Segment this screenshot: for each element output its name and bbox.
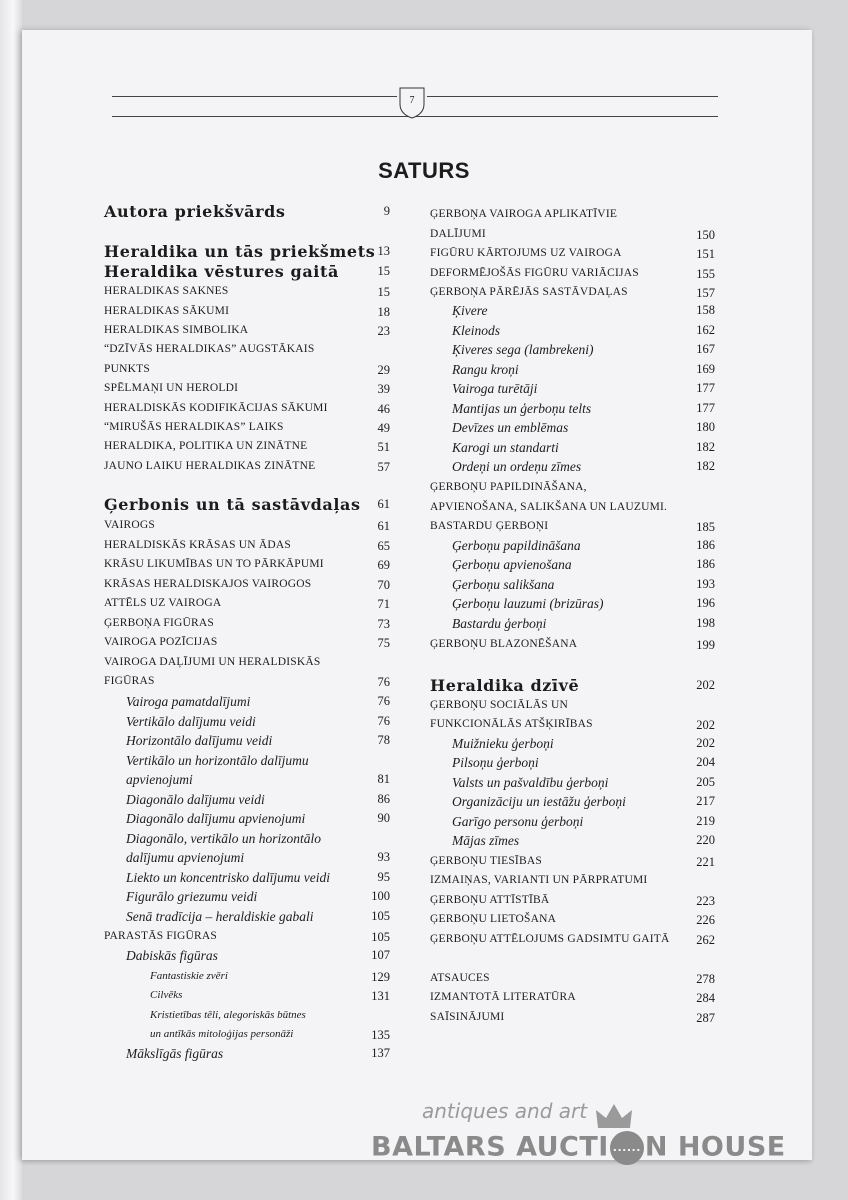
toc-entry-title: DALĪJUMI [430, 228, 486, 240]
page-title: SATURS [378, 158, 470, 183]
toc-entry-page: 226 [696, 913, 715, 927]
toc-entry-page: 196 [696, 596, 715, 610]
toc-entry-title: ATSAUCES [430, 972, 490, 984]
page-number: 7 [409, 95, 415, 106]
toc-entry-page: 73 [377, 617, 390, 631]
toc-entry-title: Rangu kroņi [452, 362, 519, 377]
toc-entry-page: 13 [377, 244, 390, 258]
toc-entry-page: 158 [696, 303, 715, 317]
watermark-brand-end: N HOUSE [644, 1131, 786, 1163]
toc-entry [452, 616, 715, 636]
toc-entry-title: HERALDISKĀS KODIFIKĀCIJAS SĀKUMI [104, 402, 328, 414]
toc-entry [150, 970, 390, 990]
toc-entry [430, 913, 715, 933]
toc-entry [430, 894, 715, 914]
section-heading: Autora priekšvārds [104, 202, 286, 221]
toc-entry-page: 220 [696, 833, 715, 847]
watermark-tagline: antiques and art [422, 1099, 588, 1123]
section-heading: Heraldika dzīvē [430, 676, 580, 695]
toc-entry [126, 948, 390, 968]
watermark-brand [371, 1131, 786, 1165]
toc-entry-title: Kristietības tēli, alegoriskās būtnes [150, 1009, 306, 1021]
toc-entry [104, 382, 390, 402]
toc-entry [104, 421, 390, 441]
toc-entry-title: HERALDIKA, POLITIKA UN ZINĀTNE [104, 440, 308, 452]
crown-icon [594, 1102, 634, 1132]
toc-entry-page: 105 [371, 909, 390, 923]
toc-entry [104, 495, 390, 515]
toc-entry [126, 811, 390, 831]
toc-entry-page: 81 [377, 772, 390, 786]
toc-entry [430, 972, 715, 992]
toc-entry-title: ĢERBOŅU PAPILDINĀŠANA, [430, 481, 587, 493]
section-heading: Ģerbonis un tā sastāvdaļas [104, 495, 361, 514]
toc-entry-page: 278 [696, 972, 715, 986]
toc-entry [452, 420, 715, 440]
toc-entry-title: VAIROGA POZĪCIJAS [104, 636, 218, 648]
header-rule-left-top [112, 96, 397, 97]
toc-entry [452, 362, 715, 382]
toc-entry-page: 202 [696, 678, 715, 692]
toc-entry [126, 909, 390, 929]
toc-entry-page: 205 [696, 775, 715, 789]
toc-entry-page: 193 [696, 577, 715, 591]
toc-entry-page: 100 [371, 889, 390, 903]
toc-entry [104, 675, 390, 695]
toc-entry [452, 440, 715, 460]
toc-entry [104, 578, 390, 598]
toc-entry-title: Cilvēks [150, 989, 183, 1001]
toc-entry-title: “MIRUŠĀS HERALDIKAS” LAIKS [104, 421, 284, 433]
toc-entry-title: Kleinods [452, 323, 501, 338]
toc-entry [452, 557, 715, 577]
toc-entry-title: Ģerboņu papildināšana [452, 538, 581, 553]
toc-entry-page: 204 [696, 755, 715, 769]
toc-entry-title: Horizontālo dalījumu veidi [126, 733, 273, 748]
toc-entry-page: 217 [696, 794, 715, 808]
toc-entry-page: 61 [377, 519, 390, 533]
toc-entry-page: 71 [377, 597, 390, 611]
toc-entry [104, 519, 390, 539]
toc-entry-title: Ģerboņu apvienošana [452, 557, 572, 572]
toc-entry [430, 267, 715, 287]
toc-entry-page: 221 [696, 855, 715, 869]
toc-entry-title: BASTARDU ĢERBOŅI [430, 520, 549, 532]
toc-entry [452, 833, 715, 853]
toc-entry [126, 733, 390, 753]
toc-entry [126, 870, 390, 890]
toc-entry-page: 198 [696, 616, 715, 630]
toc-entry [150, 989, 390, 1009]
toc-entry-title: FIGŪRAS [104, 675, 155, 687]
toc-entry-page: 93 [377, 850, 390, 864]
toc-entry-title: Senā tradīcija – heraldiskie gabali [126, 909, 314, 924]
toc-entry-page: 131 [371, 989, 390, 1003]
toc-entry-page: 182 [696, 440, 715, 454]
toc-entry-page: 76 [377, 675, 390, 689]
toc-entry-page: 15 [377, 285, 390, 299]
toc-entry-title: Karogi un standarti [452, 440, 559, 455]
toc-entry-title: Vertikālo dalījumu veidi [126, 714, 256, 729]
toc-entry [430, 676, 715, 696]
toc-entry [104, 930, 390, 950]
toc-entry-title: Pilsoņu ģerboņi [452, 755, 539, 770]
toc-entry-title: VAIROGS [104, 519, 156, 531]
toc-entry [430, 520, 715, 540]
toc-entry-title: Devīzes un emblēmas [452, 420, 569, 435]
toc-entry [104, 558, 390, 578]
toc-entry-title: ĢERBOŅA FIGŪRAS [104, 617, 215, 629]
toc-entry-title: PARASTĀS FIGŪRAS [104, 930, 218, 942]
toc-entry-title: FUNKCIONĀLĀS ATŠĶIRĪBAS [430, 718, 593, 730]
toc-entry-title: ĢERBOŅA VAIROGA APLIKATĪVIE [430, 208, 618, 220]
toc-entry-page: 18 [377, 305, 390, 319]
toc-entry [104, 285, 390, 305]
toc-entry-page: 155 [696, 267, 715, 281]
toc-entry [430, 481, 715, 501]
toc-entry-page: 202 [696, 718, 715, 732]
toc-entry [430, 1011, 715, 1031]
toc-entry-title: Figurālo griezumu veidi [126, 889, 258, 904]
toc-entry-page: 167 [696, 342, 715, 356]
toc-entry [126, 753, 390, 773]
toc-entry-page: 29 [377, 363, 390, 377]
toc-entry-page: 177 [696, 401, 715, 415]
toc-entry-title: Muižnieku ģerboņi [452, 736, 554, 751]
toc-entry-title: Ģerboņu salikšana [452, 577, 555, 592]
toc-entry [430, 699, 715, 719]
toc-entry-title: Vairoga turētāji [452, 381, 538, 396]
toc-entry-page: 39 [377, 382, 390, 396]
toc-entry-page: 177 [696, 381, 715, 395]
watermark-brand-start: BALTARS AUCTI [371, 1131, 609, 1163]
toc-entry-page: 202 [696, 736, 715, 750]
toc-entry-page: 46 [377, 402, 390, 416]
toc-entry-page: 86 [377, 792, 390, 806]
toc-entry-title: Valsts un pašvaldību ģerboņi [452, 775, 609, 790]
toc-entry-page: 135 [371, 1028, 390, 1042]
toc-entry-page: 219 [696, 814, 715, 828]
toc-entry [430, 874, 715, 894]
toc-entry-page: 157 [696, 286, 715, 300]
toc-entry-title: IZMANTOTĀ LITERATŪRA [430, 991, 576, 1003]
toc-entry [104, 305, 390, 325]
toc-entry-title: dalījumu apvienojumi [126, 850, 245, 865]
toc-entry [104, 242, 390, 262]
toc-entry-page: 49 [377, 421, 390, 435]
toc-entry-page: 78 [377, 733, 390, 747]
toc-entry [452, 755, 715, 775]
toc-entry [150, 1028, 390, 1048]
section-heading: Heraldika un tās priekšmets [104, 242, 376, 261]
toc-entry [430, 247, 715, 267]
toc-entry-title: FIGŪRU KĀRTOJUMS UZ VAIROGA [430, 247, 622, 259]
toc-entry [452, 303, 715, 323]
toc-entry-title: Diagonālo dalījumu veidi [126, 792, 265, 807]
toc-entry-page: 129 [371, 970, 390, 984]
toc-entry-title: Bastardu ģerboņi [452, 616, 547, 631]
toc-entry [430, 228, 715, 248]
toc-entry [104, 402, 390, 422]
toc-entry-title: Ģerboņu lauzumi (brizūras) [452, 596, 604, 611]
toc-entry [430, 991, 715, 1011]
toc-entry-title: ATTĒLS UZ VAIROGA [104, 597, 222, 609]
toc-entry [126, 792, 390, 812]
toc-entry-page: 65 [377, 539, 390, 553]
toc-entry [104, 636, 390, 656]
toc-entry [126, 1046, 390, 1066]
toc-entry-page: 105 [371, 930, 390, 944]
toc-entry [430, 933, 715, 953]
toc-entry [430, 638, 715, 658]
toc-entry-page: 51 [377, 440, 390, 454]
toc-entry-title: ĢERBOŅA PĀRĒJĀS SASTĀVDAĻAS [430, 286, 628, 298]
toc-entry [104, 202, 390, 222]
toc-entry-page: 9 [383, 204, 390, 218]
toc-entry [126, 889, 390, 909]
toc-entry-title: DEFORMĒJOŠĀS FIGŪRU VARIĀCIJAS [430, 267, 639, 279]
toc-entry-title: Ordeņi un ordeņu zīmes [452, 459, 582, 474]
toc-entry-page: 57 [377, 460, 390, 474]
toc-entry-title: Vertikālo un horizontālo dalījumu [126, 753, 309, 768]
toc-entry-page: 23 [377, 324, 390, 338]
toc-entry-title: ĢERBOŅU LIETOŠANA [430, 913, 557, 925]
toc-entry-page: 90 [377, 811, 390, 825]
toc-entry [452, 381, 715, 401]
toc-entry [452, 342, 715, 362]
toc-entry-page: 169 [696, 362, 715, 376]
toc-entry-title: SAĪSINĀJUMI [430, 1011, 505, 1023]
toc-entry-title: Vairoga pamatdalījumi [126, 694, 251, 709]
toc-entry-page: 199 [696, 638, 715, 652]
toc-entry-page: 95 [377, 870, 390, 884]
toc-entry-title: Organizāciju un iestāžu ģerboņi [452, 794, 626, 809]
toc-entry-title: Diagonālo, vertikālo un horizontālo [126, 831, 321, 846]
toc-entry-title: ĢERBOŅU SOCIĀLĀS UN [430, 699, 568, 711]
toc-entry-title: ĢERBOŅU BLAZONĒŠANA [430, 638, 578, 650]
toc-entry [104, 460, 390, 480]
toc-entry [430, 208, 715, 228]
toc-entry [104, 656, 390, 676]
toc-entry [452, 323, 715, 343]
toc-entry-title: PUNKTS [104, 363, 150, 375]
toc-entry-title: Ķiveres sega (lambrekeni) [452, 342, 594, 357]
toc-entry-title: ĢERBOŅU ATTĪSTĪBĀ [430, 894, 550, 906]
toc-entry-page: 185 [696, 520, 715, 534]
toc-entry-title: Diagonālo dalījumu apvienojumi [126, 811, 306, 826]
toc-entry [430, 501, 715, 521]
toc-entry-page: 180 [696, 420, 715, 434]
toc-entry [104, 324, 390, 344]
toc-entry [104, 363, 390, 383]
toc-entry-title: apvienojumi [126, 772, 193, 787]
toc-entry [150, 1009, 390, 1029]
toc-entry [126, 772, 390, 792]
toc-entry [104, 597, 390, 617]
toc-entry-page: 151 [696, 247, 715, 261]
toc-entry-title: Mantijas un ģerboņu telts [452, 401, 592, 416]
watermark-brand-dots: ...... [610, 1131, 644, 1165]
toc-entry-title: Liekto un koncentrisko dalījumu veidi [126, 870, 330, 885]
section-heading: Heraldika vēstures gaitā [104, 262, 339, 281]
toc-entry [452, 596, 715, 616]
toc-entry [126, 831, 390, 851]
toc-entry-page: 70 [377, 578, 390, 592]
toc-entry-page: 76 [377, 694, 390, 708]
toc-entry [452, 459, 715, 479]
toc-entry-page: 284 [696, 991, 715, 1005]
toc-entry-title: IZMAIŅAS, VARIANTI UN PĀRPRATUMI [430, 874, 648, 886]
toc-entry-page: 262 [696, 933, 715, 947]
toc-entry-title: JAUNO LAIKU HERALDIKAS ZINĀTNE [104, 460, 316, 472]
toc-entry-title: HERALDIKAS SĀKUMI [104, 305, 230, 317]
toc-entry-page: 186 [696, 557, 715, 571]
toc-entry-page: 150 [696, 228, 715, 242]
toc-entry [452, 775, 715, 795]
toc-entry [104, 343, 390, 363]
toc-entry-title: un antīkās mitoloģijas personāži [150, 1028, 294, 1040]
toc-entry-title: KRĀSU LIKUMĪBAS UN TO PĀRKĀPUMI [104, 558, 324, 570]
toc-entry-title: HERALDIKAS SAKNES [104, 285, 229, 297]
toc-entry [452, 736, 715, 756]
toc-entry [104, 440, 390, 460]
toc-entry-page: 186 [696, 538, 715, 552]
toc-entry-title: Mājas zīmes [452, 833, 520, 848]
toc-entry [104, 617, 390, 637]
toc-entry-page: 137 [371, 1046, 390, 1060]
toc-entry [104, 262, 390, 282]
toc-entry-title: APVIENOŠANA, SALIKŠANA UN LAUZUMI. [430, 501, 668, 513]
toc-entry [452, 401, 715, 421]
toc-entry [452, 794, 715, 814]
toc-entry-title: Garīgo personu ģerboņi [452, 814, 584, 829]
toc-entry-page: 162 [696, 323, 715, 337]
header-rule-right-top [427, 96, 718, 97]
toc-entry [430, 855, 715, 875]
toc-entry-title: ĢERBOŅU ATTĒLOJUMS GADSIMTU GAITĀ [430, 933, 670, 945]
toc-entry-page: 287 [696, 1011, 715, 1025]
toc-entry-page: 61 [377, 497, 390, 511]
toc-entry [104, 539, 390, 559]
toc-entry [452, 577, 715, 597]
toc-entry-page: 75 [377, 636, 390, 650]
toc-entry [126, 714, 390, 734]
toc-entry-page: 182 [696, 459, 715, 473]
toc-entry-title: VAIROGA DAĻĪJUMI UN HERALDISKĀS [104, 656, 321, 668]
toc-entry-page: 15 [377, 264, 390, 278]
toc-entry-title: ĢERBOŅU TIESĪBAS [430, 855, 542, 867]
toc-entry-page: 107 [371, 948, 390, 962]
toc-entry [452, 814, 715, 834]
toc-entry-page: 223 [696, 894, 715, 908]
toc-entry-title: Fantastiskie zvēri [150, 970, 228, 982]
toc-entry-title: Mākslīgās figūras [126, 1046, 224, 1061]
toc-entry-title: Dabiskās figūras [126, 948, 218, 963]
toc-entry-title: “DZĪVĀS HERALDIKAS” AUGSTĀKAIS [104, 343, 315, 355]
toc-entry-title: HERALDISKĀS KRĀSAS UN ĀDAS [104, 539, 291, 551]
toc-entry [452, 538, 715, 558]
toc-entry-title: HERALDIKAS SIMBOLIKA [104, 324, 249, 336]
toc-entry [126, 694, 390, 714]
toc-entry-page: 76 [377, 714, 390, 728]
toc-entry [126, 850, 390, 870]
toc-entry-title: KRĀSAS HERALDISKAJOS VAIROGOS [104, 578, 312, 590]
toc-entry-page: 69 [377, 558, 390, 572]
toc-entry-title: SPĒLMAŅI UN HEROLDI [104, 382, 239, 394]
toc-entry-title: Ķivere [452, 303, 488, 318]
toc-entry [430, 718, 715, 738]
